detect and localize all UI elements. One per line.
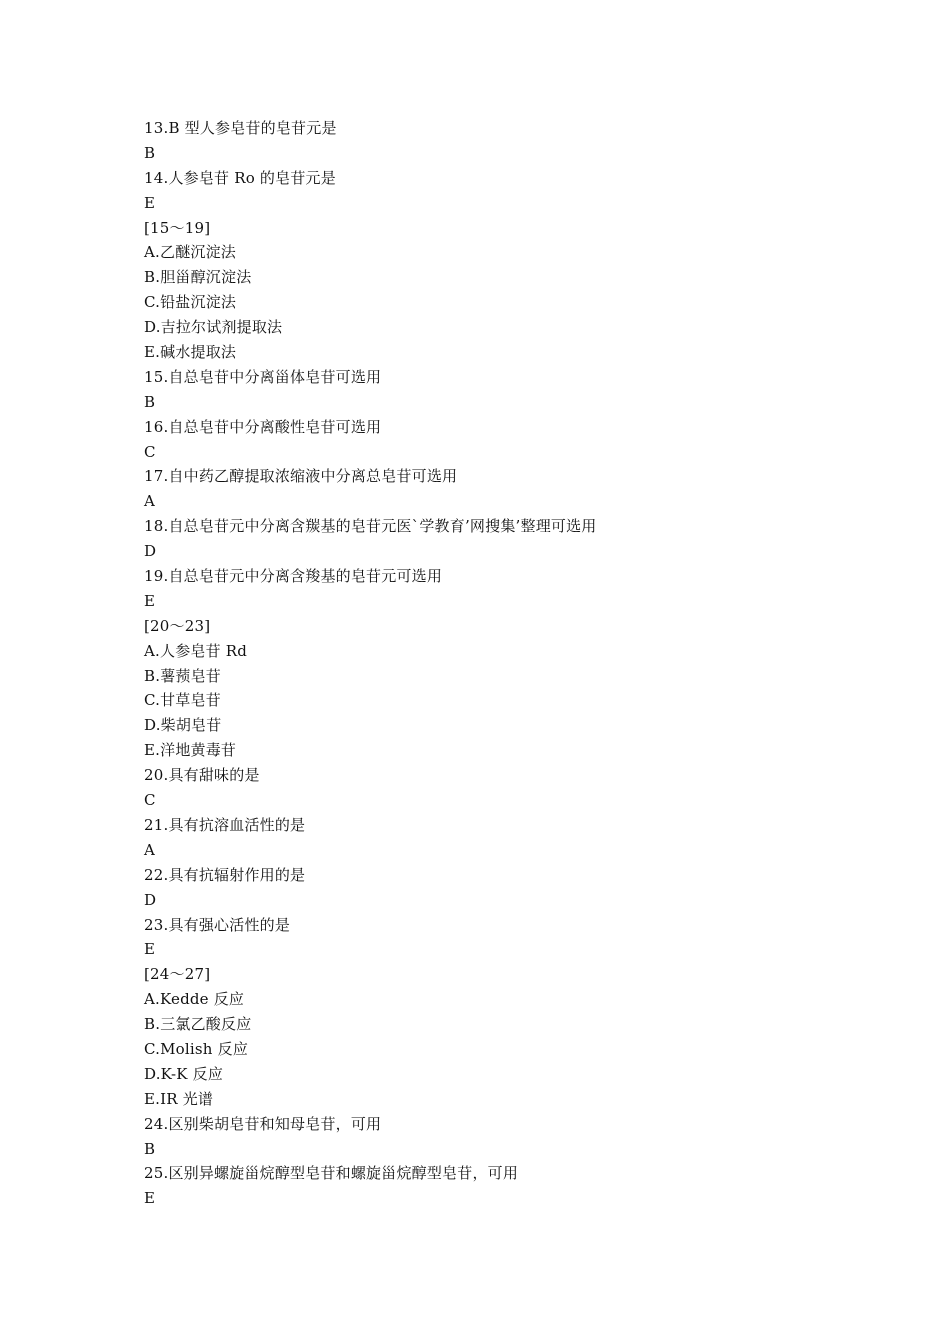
text-line: E.洋地黄毒苷 xyxy=(144,741,237,760)
text-line: 24.区别柴胡皂苷和知母皂苷，可用 xyxy=(144,1114,382,1133)
text-line: B xyxy=(144,1139,156,1158)
text-line: E xyxy=(144,1189,156,1208)
text-line: E xyxy=(144,591,156,610)
text-line: [20～23] xyxy=(144,616,211,635)
text-line: E.IR 光谱 xyxy=(144,1089,214,1108)
document-body xyxy=(144,116,844,1211)
text-line: C xyxy=(144,791,156,810)
text-line: D xyxy=(144,890,157,909)
text-line: 16.自总皂苷中分离酸性皂苷可选用 xyxy=(144,417,382,436)
text-line: B.三氯乙酸反应 xyxy=(144,1015,252,1034)
text-line: D.柴胡皂苷 xyxy=(144,716,222,735)
text-line: 21.具有抗溶血活性的是 xyxy=(144,815,306,834)
text-line: 14.人参皂苷 Ro 的皂苷元是 xyxy=(144,168,336,187)
text-line: 20.具有甜味的是 xyxy=(144,766,260,785)
text-line: B xyxy=(144,392,156,411)
text-line: A.人参皂苷 Rd xyxy=(144,641,248,660)
text-line: [24～27] xyxy=(144,965,211,984)
text-line: E xyxy=(144,193,156,212)
text-line: 13.B 型人参皂苷的皂苷元是 xyxy=(144,119,337,137)
text-line: D.吉拉尔试剂提取法 xyxy=(144,318,283,337)
text-line: C.Molish 反应 xyxy=(144,1039,249,1058)
text-line: C.甘草皂苷 xyxy=(144,691,221,710)
text-line: B.胆甾醇沉淀法 xyxy=(144,268,252,287)
text-line: 15.自总皂苷中分离甾体皂苷可选用 xyxy=(144,367,382,386)
text-line: 18.自总皂苷元中分离含羰基的皂苷元医`学教育’网搜集’整理可选用 xyxy=(144,517,597,536)
text-line: A xyxy=(144,840,156,859)
text-line: E.碱水提取法 xyxy=(144,343,237,362)
text-line: B.薯蓣皂苷 xyxy=(144,666,221,685)
text-line: C.铅盐沉淀法 xyxy=(144,293,237,312)
text-line: B xyxy=(144,143,156,162)
text-line: 19.自总皂苷元中分离含羧基的皂苷元可选用 xyxy=(144,567,443,586)
text-line: A.乙醚沉淀法 xyxy=(144,243,237,262)
text-line: 17.自中药乙醇提取浓缩液中分离总皂苷可选用 xyxy=(144,467,458,486)
text-line: D xyxy=(144,542,157,561)
text-line: [15～19] xyxy=(144,218,211,237)
text-line: 22.具有抗辐射作用的是 xyxy=(144,865,306,884)
text-line: 25.区别异螺旋甾烷醇型皂苷和螺旋甾烷醇型皂苷，可用 xyxy=(144,1164,519,1183)
text-line: A.Kedde 反应 xyxy=(144,990,245,1009)
text-line: 23.具有强心活性的是 xyxy=(144,915,291,934)
text-line: D.K-K 反应 xyxy=(144,1064,224,1083)
text-line: A xyxy=(144,492,156,511)
text-line: E xyxy=(144,940,156,959)
text-line: C xyxy=(144,442,156,461)
